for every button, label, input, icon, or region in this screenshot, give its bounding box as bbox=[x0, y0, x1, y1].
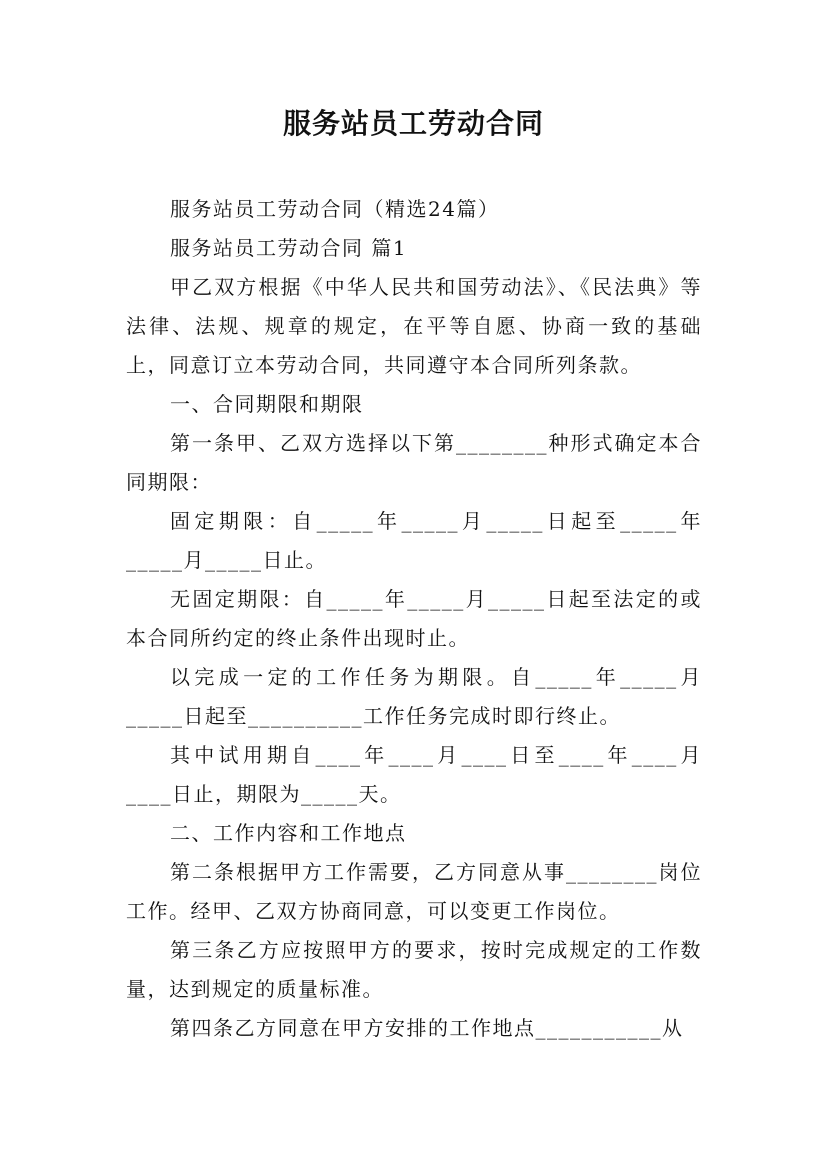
document-body bbox=[126, 190, 702, 1048]
paragraph-clause-4: 第四条乙方同意在甲方安排的工作地点___________从 bbox=[170, 1016, 684, 1040]
paragraph-clause-1: 第一条甲、乙双方选择以下第________种形式确定本合同期限： bbox=[126, 431, 702, 494]
paragraph-task-term: 以完成一定的工作任务为期限。自_____年_____月_____日起至__________工作任务完成时即行终止。 bbox=[126, 665, 702, 728]
paragraph-fixed-term: 固定期限：自_____年_____月_____日起至_____年_____月_____日止。 bbox=[126, 509, 702, 572]
section-heading-term: 一、合同期限和期限 bbox=[170, 392, 364, 416]
paragraph-clause-3: 第三条乙方应按照甲方的要求，按时完成规定的工作数量，达到规定的质量标准。 bbox=[126, 938, 702, 1001]
paragraph-preamble: 甲乙双方根据《中华人民共和国劳动法》、《民法典》等法律、法规、规章的规定，在平等自愿、协商一致的基础上，同意订立本劳动合同，共同遵守本合同所列条款。 bbox=[126, 275, 702, 377]
document-title: 服务站员工劳动合同 bbox=[282, 107, 544, 140]
paragraph-subtitle: 服务站员工劳动合同（精选24篇） bbox=[170, 197, 500, 221]
section-heading-work: 二、工作内容和工作地点 bbox=[170, 821, 407, 845]
paragraph-probation: 其中试用期自____年____月____日至____年____月____日止，期限为_____天。 bbox=[126, 743, 702, 806]
paragraph-open-term: 无固定期限：自_____年_____月_____日起至法定的或本合同所约定的终止条件出现时止。 bbox=[126, 587, 702, 650]
paragraph-clause-2: 第二条根据甲方工作需要，乙方同意从事________岗位工作。经甲、乙双方协商同意，可以变更工作岗位。 bbox=[126, 860, 702, 923]
paragraph-article-heading: 服务站员工劳动合同 篇1 bbox=[170, 236, 408, 260]
